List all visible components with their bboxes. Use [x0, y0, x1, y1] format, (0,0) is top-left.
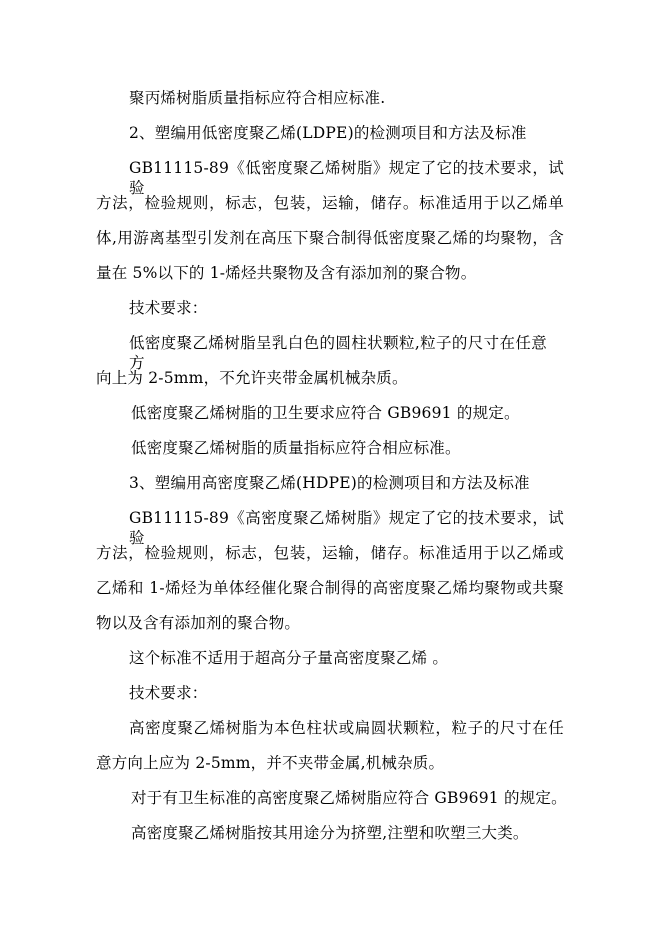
paragraph-line-4: 方法，检验规则，标志，包装，运输，储存。标准适用于以乙烯单: [96, 194, 564, 212]
section-heading-hdpe: 3、塑编用高密度聚乙烯(HDPE)的检测项目和方法及标准: [129, 474, 530, 492]
paragraph-line-22: 高密度聚乙烯树脂按其用途分为挤塑,注塑和吹塑三大类。: [131, 824, 529, 842]
paragraph-line-15: 乙烯和 1-烯烃为单体经催化聚合制得的高密度聚乙烯均聚物或共聚: [96, 579, 564, 597]
paragraph-line-5: 体,用游离基型引发剂在高压下聚合制得低密度聚乙烯的均聚物，含: [96, 229, 564, 247]
section-heading-ldpe: 2、塑编用低密度聚乙烯(LDPE)的检测项目和方法及标准: [129, 124, 527, 142]
paragraph-line-16: 物以及含有添加剂的聚合物。: [96, 614, 301, 632]
paragraph-line-3: GB11115-89《低密度聚乙烯树脂》规定了它的技术要求，试验: [129, 159, 564, 197]
paragraph-line-6: 量在 5%以下的 1-烯烃共聚物及含有添加剂的聚合物。: [96, 264, 477, 282]
paragraph-line-8: 低密度聚乙烯树脂呈乳白色的圆柱状颗粒,粒子的尺寸在任意方: [129, 334, 547, 372]
subheading-tech-requirements-1: 技术要求：: [129, 299, 208, 317]
paragraph-line-1: 聚丙烯树脂质量指标应符合相应标准.: [129, 89, 386, 107]
paragraph-line-20: 意方向上应为 2-5mm，并不夹带金属,机械杂质。: [96, 754, 445, 772]
paragraph-line-9: 向上为 2-5mm，不允许夹带金属机械杂质。: [96, 369, 408, 387]
subheading-tech-requirements-2: 技术要求：: [129, 684, 208, 702]
paragraph-line-19: 高密度聚乙烯树脂为本色柱状或扁圆状颗粒，粒子的尺寸在任: [129, 719, 564, 737]
paragraph-line-10: 低密度聚乙烯树脂的卫生要求应符合 GB9691 的规定。: [131, 404, 520, 422]
paragraph-line-21: 对于有卫生标准的高密度聚乙烯树脂应符合 GB9691 的规定。: [131, 789, 567, 807]
paragraph-line-17: 这个标准不适用于超高分子量高密度聚乙烯 。: [129, 649, 449, 667]
paragraph-line-11: 低密度聚乙烯树脂的质量指标应符合相应标准。: [131, 439, 461, 457]
paragraph-line-13: GB11115-89《高密度聚乙烯树脂》规定了它的技术要求，试验: [129, 509, 564, 547]
paragraph-line-14: 方法，检验规则，标志，包装，运输，储存。标准适用于以乙烯或: [96, 544, 564, 562]
